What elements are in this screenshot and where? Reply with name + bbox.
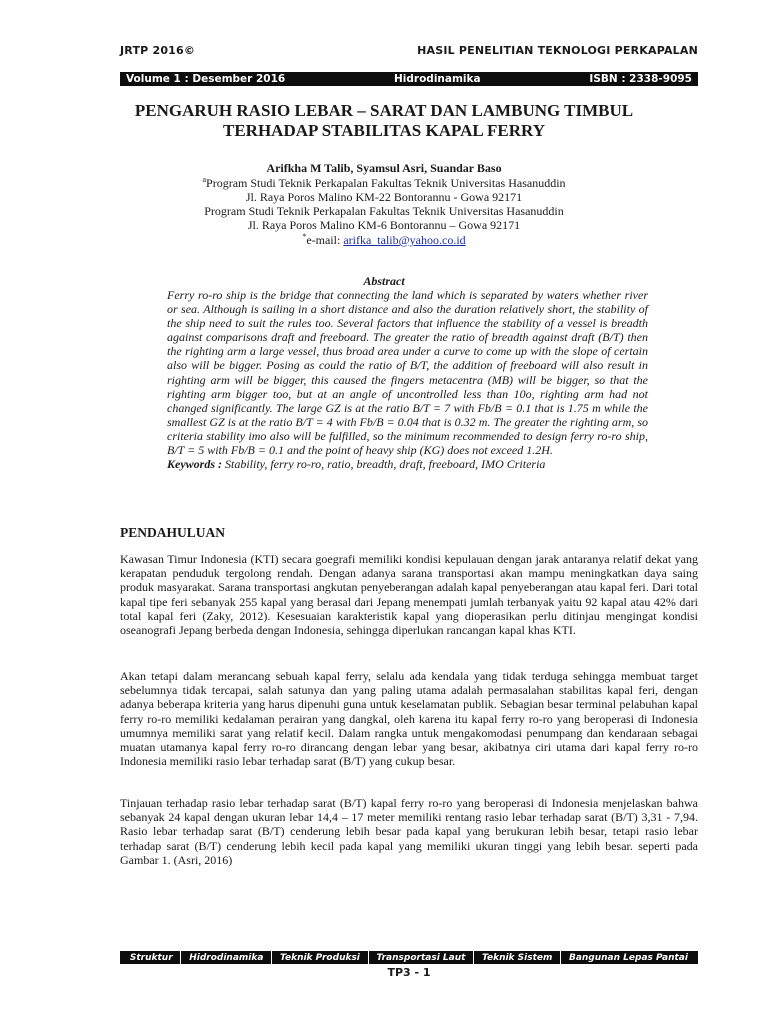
paragraph-1: Kawasan Timur Indonesia (KTI) secara goegrafi memiliki kondisi kepulauan dengan jarak antaranya relatif dekat yang kerapatan penduduk tergolong rendah. Dengan adanya sarana transportasi akan mampu meningkatkan daya saing produk masyarakat. Sarana transportasi angkutan penyeberangan adalah kapal penyeberangan atau kapal feri. Dari total kapal tipe feri sebanyak 255 kapal yang berasal dari Jepang menempati jumlah terbanyak yaitu 92 kapal atau 42% dari total kapal feri (Zaky, 2012). Kesesuaian karakteristik kapal yang dioperasikan perlu ditinjau mengingat kondisi oseanografi Jepang berbeda dengan Indonesia, sehingga diperlukan rancangan kapal khas KTI. [120,552,698,638]
header-bar [120,72,698,86]
section-title: PENDAHULUAN [120,525,226,540]
footer-item-transportasi-laut: Transportasi Laut [376,952,466,963]
footer-separator [180,951,181,964]
footer-bar [120,951,698,964]
page-number: TP3 - 1 [387,966,431,979]
abstract-text: Ferry ro-ro ship is the bridge that connecting the land which is separated by waters whether river or sea. Although is sailing in a short distance and also the duration relatively short, the stability of the ship need to suit the rules too. Several factors that influence the stability of a vessel is breadth against comparisons draft and freeboard. The greater the ratio of breadth against draft (B/T) then the righting arm a large vessel, thus broad area under a curve to come up with the slope of certain also will be bigger. Posing as could the ratio of B/T, the addition of freeboard will also result in righting arm will be bigger, this caused the fingers metacentra (MB) will be bigger, so that the righting arm bigger too, but at an angle of uncontrolled less than 10o, righting arm had not changed significantly. The large GZ is at the ratio B/T = 7 with Fb/B = 0.1 that is 1.75 m while the smallest GZ is at the ratio B/T = 4 with Fb/B = 0.04 that is 0.32 m. The greater the righting arm, so criteria stability imo also will be fulfilled, so the minimum recommended to design ferry ro-ro ship, B/T = 5 with Fb/B = 0.1 and the point of heavy ship (KG) does not exceed 1.2H. Keywords : Stability, ferry ro-ro, ratio, breadth, draft, freeboard, IMO Criteria [167,288,648,472]
affiliation-2: Program Studi Teknik Perkapalan Fakultas Teknik Universitas Hasanuddin [204,204,564,218]
authors: Arifkha M Talib, Syamsul Asri, Suandar Baso [266,161,502,175]
footer-item-struktur: Struktur [129,952,173,963]
footer-separator [271,951,272,964]
email-marker: * [302,232,307,241]
footer-separator [473,951,474,964]
paragraph-2: Akan tetapi dalam merancang sebuah kapal ferry, selalu ada kendala yang tidak terduga sehingga membuat target sebelumnya tidak tercapai, salah satunya dan yang paling utama adalah permasalahan stabilitas kapal feri, dengan adanya beberapa kriteria yang harus dipenuhi guna untuk keselamatan publik. Sebagian besar terminal pelabuhan kapal ferry ro-ro memiliki kedalaman perairan yang dangkal, oleh karena itu kapal ferry ro-ro yang beroperasi di Indonesia umumnya memiliki sarat yang relatif kecil. Dalam rangka untuk mengakomodasi penumpang dan kendaraan sebagai muatan utamanya kapal ferry ro-ro dirancang dengan lebar yang besar, akibatnya ciri utama dari kapal ferry ro-ro Indonesia memiliki rasio lebar terhadap sarat (B/T) yang cukup besar. [120,669,698,769]
isbn-label: ISBN : 2338-9095 [589,73,692,85]
paragraph-3: Tinjauan terhadap rasio lebar terhadap sarat (B/T) kapal ferry ro-ro yang beroperasi di Indonesia menjelaskan bahwa sebanyak 24 kapal dengan ukuran lebar 14,4 – 17 meter memiliki rentang rasio lebar terhadap sarat (B/T) 3,31 - 7,94. Rasio lebar terhadap sarat (B/T) cenderung lebih besar pada kapal yang berukuran lebih besar, tetapi rasio lebar terhadap sarat (B/T) cenderung lebih kecil pada kapal yang memiliki ukuran tinggi yang lebih besar. seperti pada Gambar 1. (Asri, 2016) [120,796,698,867]
footer-item-teknik-produksi: Teknik Produksi [280,952,360,963]
publisher-name: HASIL PENELITIAN TEKNOLOGI PERKAPALAN [417,44,698,57]
footer-separator [368,951,369,964]
journal-name: JRTP 2016© [120,44,196,57]
running-header [120,44,698,58]
email-line: *e-mail: arifka_talib@yahoo.co.id [302,232,466,247]
keywords-label: Keywords : [167,457,222,472]
email-link[interactable]: arifka_talib@yahoo.co.id [343,233,466,247]
keywords: Stability, ferry ro-ro, ratio, breadth, draft, freeboard, IMO Criteria [222,457,546,472]
category-label: Hidrodinamika [394,73,481,85]
footer-item-teknik-sistem: Teknik Sistem [482,952,553,963]
affiliation-1: $^a$Program Studi Teknik Perkapalan Fakultas Teknik Universitas Hasanuddin [202,175,566,190]
footer-item-bangunan-lepas-pantai: Bangunan Lepas Pantai [568,952,688,963]
footer-item-hidrodinamika: Hidrodinamika [189,952,264,963]
footer-separator [560,951,561,964]
affiliation-marker: a [202,175,207,184]
volume-label: Volume 1 : Desember 2016 [126,73,286,85]
address-2: Jl. Raya Poros Malino KM-6 Bontorannu – Gowa 92171 [247,218,521,232]
paper-title: PENGARUH RASIO LEBAR – SARAT DAN LAMBUNG TIMBUL TERHADAP STABILITAS KAPAL FERRY [134,101,634,140]
abstract-heading: Abstract [363,274,405,288]
address-1: Jl. Raya Poros Malino KM-22 Bontorannu - Gowa 92171 [245,190,523,204]
